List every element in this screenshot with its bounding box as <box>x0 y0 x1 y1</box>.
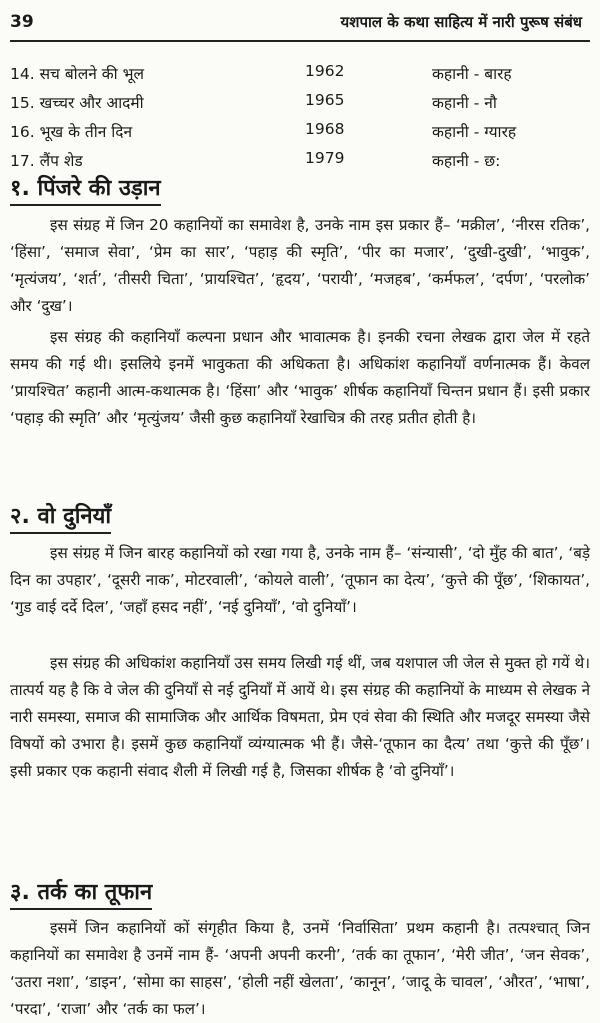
collection-year: 1968 <box>305 120 345 138</box>
section-paragraph: इस संग्रह की अधिकांश कहानियाँ उस समय लिखी गई थीं, जब यशपाल जी जेल से मुक्त हो गयें थे। तात्पर्य यह है कि वे जेल की दुनियाँ से नई दुनियाँ में आयें थे। इस संग्रह की कहानियों के माध्यम से लेखक ने नारी समस्या, समाज की सामाजिक और आर्थिक विषमता, प्रेम एवं सेवा की स्थिति और मजदूर समस्या जैसे विषयों को उभारा है। इसमें कुछ कहानियाँ व्यंग्यात्मक भी हैं। जैसे-‘तूफान का दैत्य’ तथा ‘कुत्ते की पूँछ’। इसी प्रकार एक कहानी संवाद शैली में लिखी गई है, जिसका शीर्षक है ‘वो दुनियाँ’। <box>10 654 590 780</box>
collection-year: 1965 <box>305 91 345 109</box>
section-paragraph: इस संग्रह में जिन 20 कहानियों का समावेश है, उनके नाम इस प्रकार हैं– ‘मक्रील’, ‘नीरस रतिक’, ‘हिंसा’, ‘समाज सेवा’, ‘प्रेम का सार’, ‘पहाड़ की स्मृति’, ‘पीर का मजार’, ‘दुखी-दुखी’, ‘भावुक’, ‘मृत्यंजय’, ‘शर्त’, ‘तीसरी चिता’, ‘प्रायश्चित’, ‘हृदय’, ‘परायी’, ‘मजहब’, ‘कर्मफल’, ‘दर्पण’, ‘परलोक’ और ‘दुख’। <box>10 216 590 315</box>
story-collection-list <box>10 62 590 178</box>
collection-type: कहानी - छ: <box>432 152 501 170</box>
section-paragraph: इसमें जिन कहानियों कों संगृहीत किया है, उनमें ‘निर्वासिता’ प्रथम कहानी है। तत्पश्चात् जिन कहानियों का समावेश है उनमें नाम हैं- ‘अपनी अपनी करनी’, ‘तर्क का तूफान’, ‘मेरी जीत’, ‘जन सेवक’, ‘उतरा नशा’, ‘डाइन’, ‘सोमा का साहस’, ‘होली नहीं खेलता’, ‘कानून’, ‘जादू के चावल’, ‘औरत’, ‘भाषा’, ‘परदा’, ‘राजा’ और ‘तर्क का फल’। <box>10 919 590 1018</box>
collection-year: 1962 <box>305 62 345 80</box>
collection-title: 14. सच बोलने की भूल <box>10 65 144 83</box>
section-heading: १. पिंजरे की उड़ान <box>10 172 161 206</box>
running-title: यशपाल के कथा साहित्य में नारी पुरूष संबंध <box>340 13 582 31</box>
list-item <box>10 91 590 120</box>
section-heading: २. वो दुनियाँ <box>10 500 111 534</box>
list-item <box>10 62 590 91</box>
collection-type: कहानी - ग्यारह <box>432 123 517 141</box>
collection-year: 1979 <box>305 149 345 167</box>
collection-title: 16. भूख के तीन दिन <box>10 123 133 141</box>
collection-type: कहानी - बारह <box>432 65 512 83</box>
section-heading: ३. तर्क का तूफान <box>10 876 152 910</box>
collection-title: 17. लैंप शेड <box>10 152 83 170</box>
section-paragraph: इस संग्रह में जिन बारह कहानियों को रखा गया है, उनके नाम हैं– ‘संन्यासी’, ‘दो मुँह की बात’, ‘बड़े दिन का उपहार’, ‘दूसरी नाक’, मोटरवाली’, ‘कोयले वाली’, ‘तूफान का देत्य’, ‘कुत्ते की पूँछ’, ‘शिकायत’, ‘गुड वाई दर्दे दिल’, ‘जहाँ हसद नहीं’, ‘नई दुनियाँ’, ‘वो दुनियाँ’। <box>10 544 590 616</box>
page-number: 39 <box>10 12 34 32</box>
list-item <box>10 120 590 149</box>
collection-title: 15. खच्चर और आदमी <box>10 94 144 112</box>
page-header <box>10 8 590 42</box>
collection-type: कहानी - नौ <box>432 94 497 112</box>
section-paragraph: इस संग्रह की कहानियाँ कल्पना प्रधान और भावात्मक है। इनकी रचना लेखक द्वारा जेल में रहते समय की गई थी। इसलिये इनमें भावुकता की अधिकता है। अधिकांश कहानियाँ वर्णनात्मक हैं। केवल ‘प्रायश्चित’ कहानी आत्म-कथात्मक है। ‘हिंसा’ और ‘भावुक’ शीर्षक कहानियाँ चिन्तन प्रधान हैं। इसी प्रकार ‘पहाड़ की स्मृति’ और ‘मृत्युंजय’ जैसी कुछ कहानियाँ रेखाचित्र की तरह प्रतीत होती है। <box>10 328 590 427</box>
